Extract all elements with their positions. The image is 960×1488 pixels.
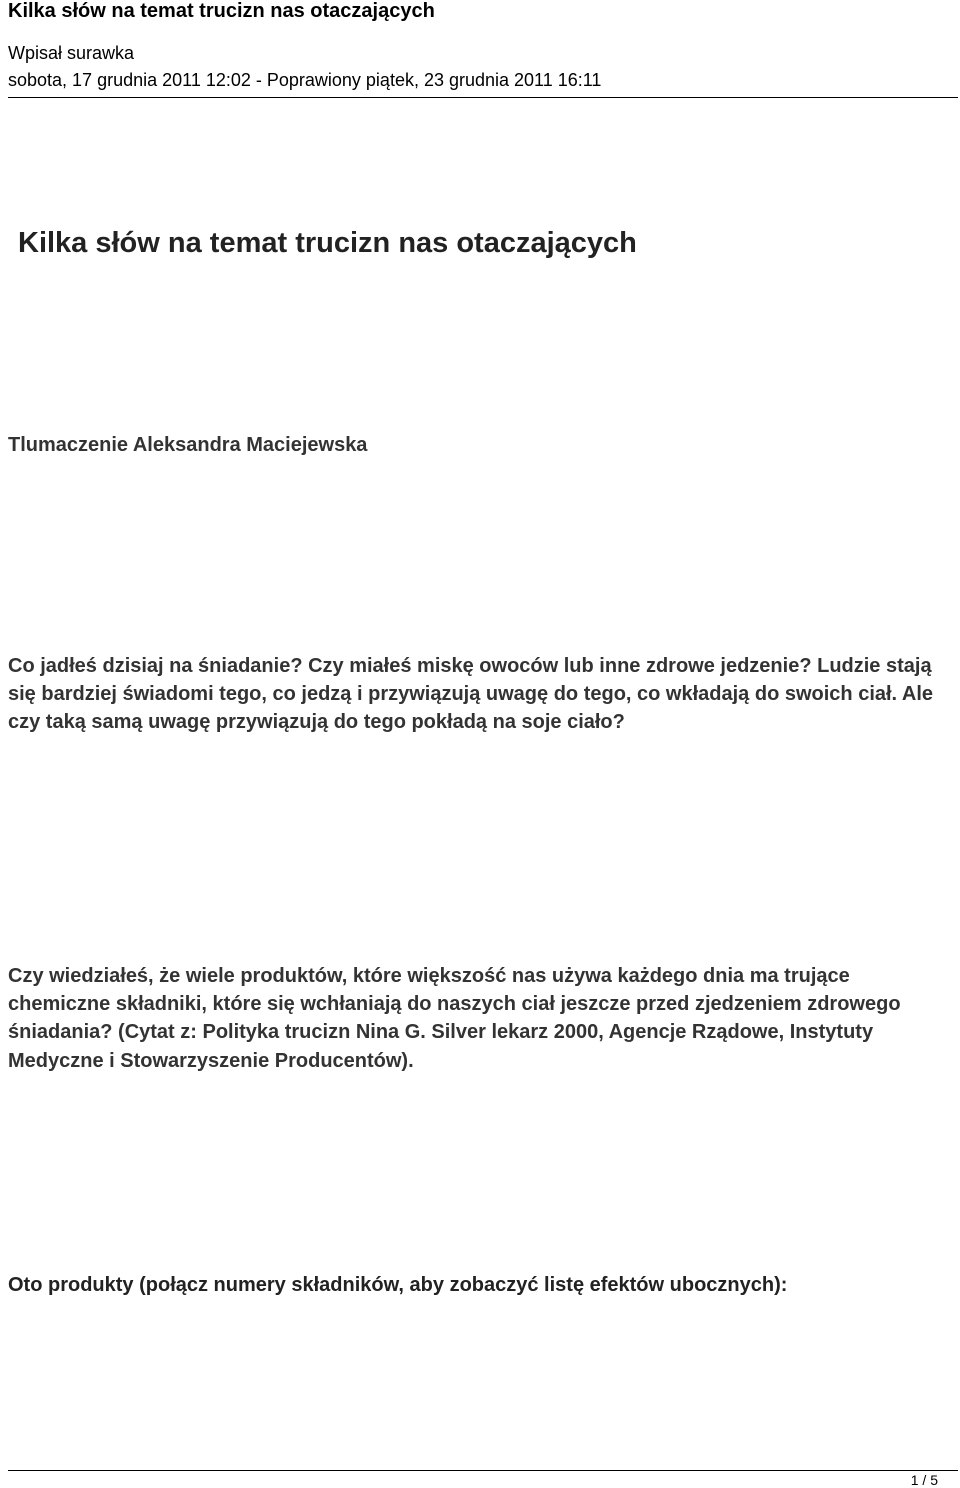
paragraph-products-intro: Oto produkty (połącz numery składników, aby zobaczyć listę efektów ubocznych): xyxy=(8,1274,788,1296)
author-line: Wpisał surawka xyxy=(8,43,135,63)
paragraph-breakfast: Co jadłeś dzisiaj na śniadanie? Czy miałeś miskę owoców lub inne zdrowe jedzenie? Ludzie stają się bardziej świadomi tego, co jedzą i przywiązują uwagę do tego, co wkładają do swoich ciał. Ale czy taką samą uwagę przywiązują do tego pokładą na soje ciało? xyxy=(8,655,934,734)
article-heading: Kilka słów na temat trucizn nas otaczających xyxy=(18,227,637,259)
translator-line: Tlumaczenie Aleksandra Maciejewska xyxy=(8,434,368,456)
footer-divider xyxy=(8,1470,958,1471)
page-indicator: 1 / 5 xyxy=(910,1472,938,1488)
date-line: sobota, 17 grudnia 2011 12:02 - Poprawiony piątek, 23 grudnia 2011 16:11 xyxy=(8,70,602,90)
header-divider xyxy=(8,97,958,98)
paragraph-chemicals: Czy wiedziałeś, że wiele produktów, które większość nas używa każdego dnia ma trujące chemiczne składniki, które się wchłaniają do naszych ciał jeszcze przed zjedzeniem zdrowego śniadania? (Cytat z: Polityka trucizn Nina G. Silver lekarz 2000, Agencje Rządowe, Instytuty Medyczne i Stowarzyszenie Producentów). xyxy=(8,965,901,1072)
document-title: Kilka słów na temat trucizn nas otaczających xyxy=(8,0,435,22)
